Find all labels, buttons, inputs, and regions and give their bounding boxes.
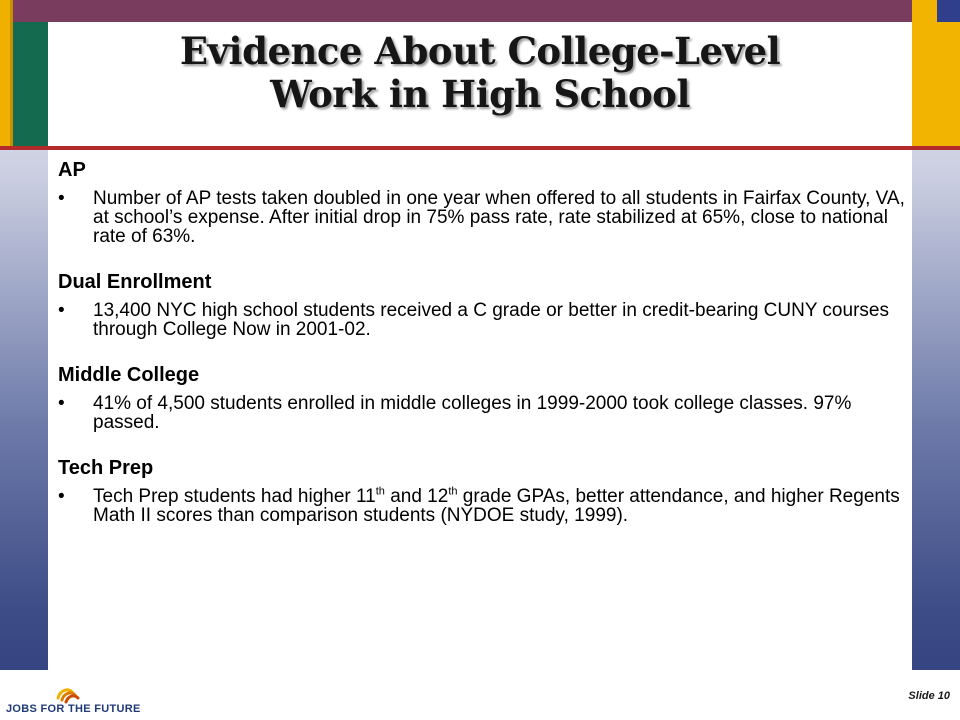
logo-text: JOBS FOR THE FUTURE xyxy=(6,703,141,715)
section-heading: Dual Enrollment xyxy=(58,271,212,293)
left-green-block xyxy=(13,22,48,150)
bullet-icon: • xyxy=(58,486,65,507)
bullet-item xyxy=(58,487,908,525)
section-heading: Middle College xyxy=(58,364,200,386)
bullet-text-part: and 12 xyxy=(384,486,449,507)
bullet-item xyxy=(58,189,908,246)
section-heading: Tech Prep xyxy=(58,457,154,479)
bullet-text-part: Tech Prep students had higher 11 xyxy=(93,486,376,507)
bullet-icon: • xyxy=(58,393,65,414)
right-yellow-block xyxy=(912,22,960,150)
bullet-text: Number of AP tests taken doubled in one year when offered to all students in Fairfax County, VA, at school’s expense. After initial drop in 75% pass rate, rate stabilized at 65%, close to national rate of 63%. xyxy=(93,188,905,247)
slide-title-line-2: Work in High School xyxy=(270,72,690,116)
bullet-text: 41% of 4,500 students enrolled in middle colleges in 1999-2000 took college classes. 97% passed. xyxy=(93,393,852,433)
bullet-icon: • xyxy=(58,300,65,321)
section-dual-enrollment xyxy=(58,270,908,339)
top-right-blue-block xyxy=(937,0,960,22)
bullet-item xyxy=(58,394,908,432)
slide-title-line-1: Evidence About College-Level xyxy=(179,29,781,73)
ordinal-superscript: th xyxy=(375,485,385,498)
footer-band xyxy=(0,670,960,720)
slide-content xyxy=(58,158,908,549)
bullet-text-part: grade GPAs, better attendance, and higher Regents Math II scores than comparison students (NYDOE study, 1999). xyxy=(93,486,900,526)
bullet-icon: • xyxy=(58,188,65,209)
ordinal-superscript: th xyxy=(448,485,458,498)
bullet-text: 13,400 NYC high school students received a C grade or better in credit-bearing CUNY courses through College Now in 2001-02. xyxy=(93,300,889,340)
bullet-item xyxy=(58,301,908,339)
section-middle-college xyxy=(58,363,908,432)
bullet-text xyxy=(93,487,908,525)
section-heading: AP xyxy=(58,159,86,181)
section-ap xyxy=(58,158,908,246)
slide-number: Slide 10 xyxy=(908,690,950,702)
top-accent-band xyxy=(0,0,960,22)
section-tech-prep xyxy=(58,456,908,525)
slide-title xyxy=(48,30,912,116)
